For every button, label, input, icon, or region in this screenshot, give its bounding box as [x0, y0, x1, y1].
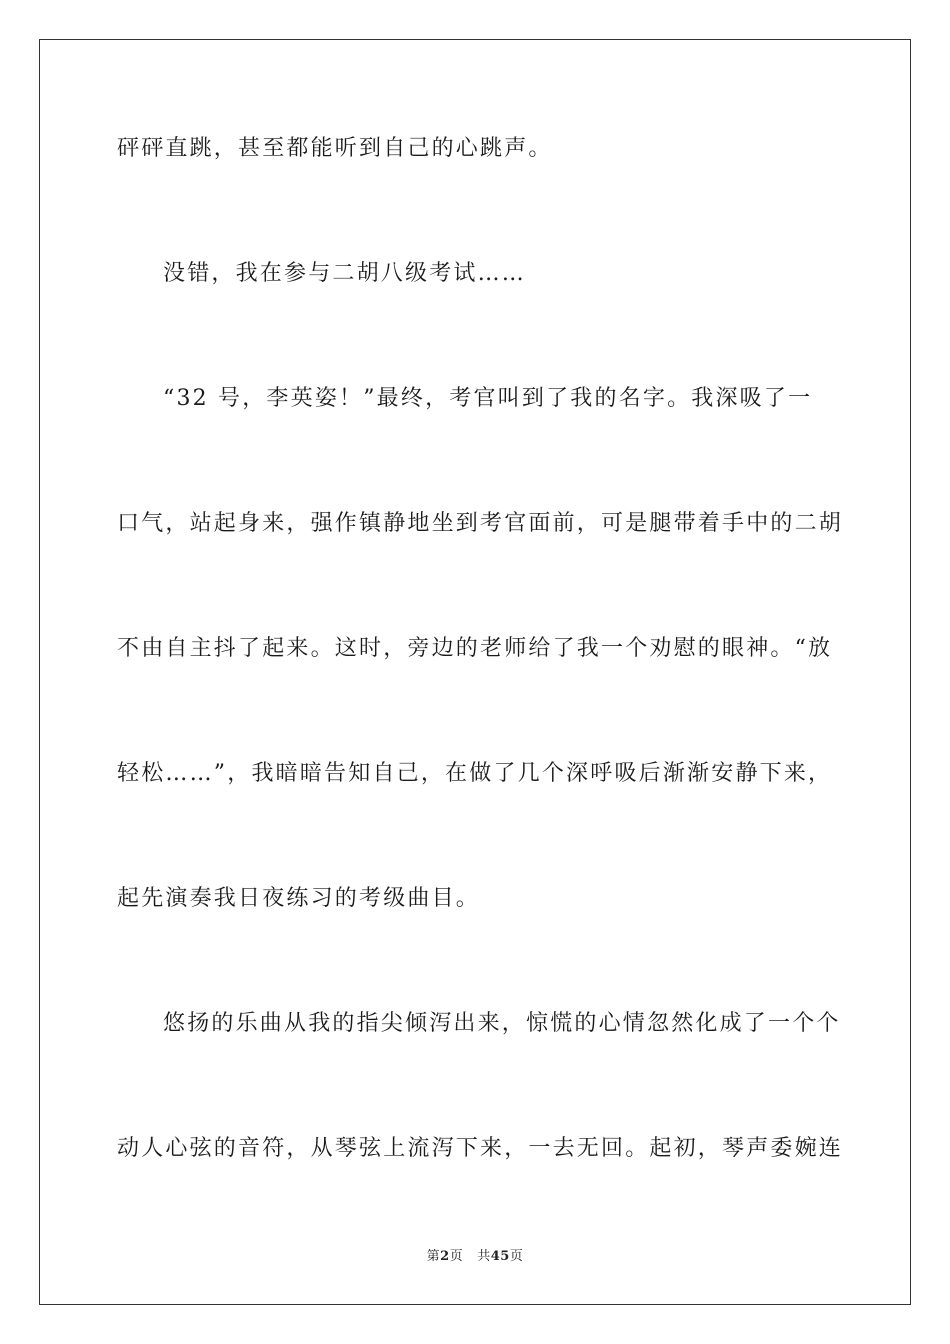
page-number: 2 — [440, 1249, 450, 1264]
text-line-5: 不由自主抖了起来。这时，旁边的老师给了我一个劝慰的眼神。“放 — [117, 636, 833, 661]
total-prefix: 共 — [477, 1249, 491, 1264]
page-prefix: 第 — [426, 1249, 441, 1264]
text-line-4: 口气，站起身来，强作镇静地坐到考官面前，可是腿带着手中的二胡 — [117, 511, 844, 536]
text-line-3: “32 号，李英姿！”最终，考官叫到了我的名字。我深吸了一 — [163, 386, 813, 411]
text-line-9: 动人心弦的音符，从琴弦上流泻下来，一去无回。起初，琴声委婉连 — [117, 1136, 844, 1161]
text-line-7: 起先演奏我日夜练习的考级曲目。 — [117, 886, 481, 911]
page-suffix: 页 — [449, 1249, 464, 1264]
text-line-8: 悠扬的乐曲从我的指尖倾泻出来，惊慌的心情忽然化成了一个个 — [163, 1011, 841, 1036]
total-pages: 45 — [490, 1249, 510, 1264]
text-line-2: 没错，我在参与二胡八级考试…… — [163, 261, 527, 286]
total-suffix: 页 — [509, 1249, 524, 1264]
text-line-6: 轻松……”，我暗暗告知自己，在做了几个深呼吸后渐渐安静下来， — [117, 761, 833, 786]
page-footer — [0, 1247, 950, 1267]
page-border — [39, 39, 911, 1305]
text-line-1: 砰砰直跳，甚至都能听到自己的心跳声。 — [117, 136, 553, 161]
